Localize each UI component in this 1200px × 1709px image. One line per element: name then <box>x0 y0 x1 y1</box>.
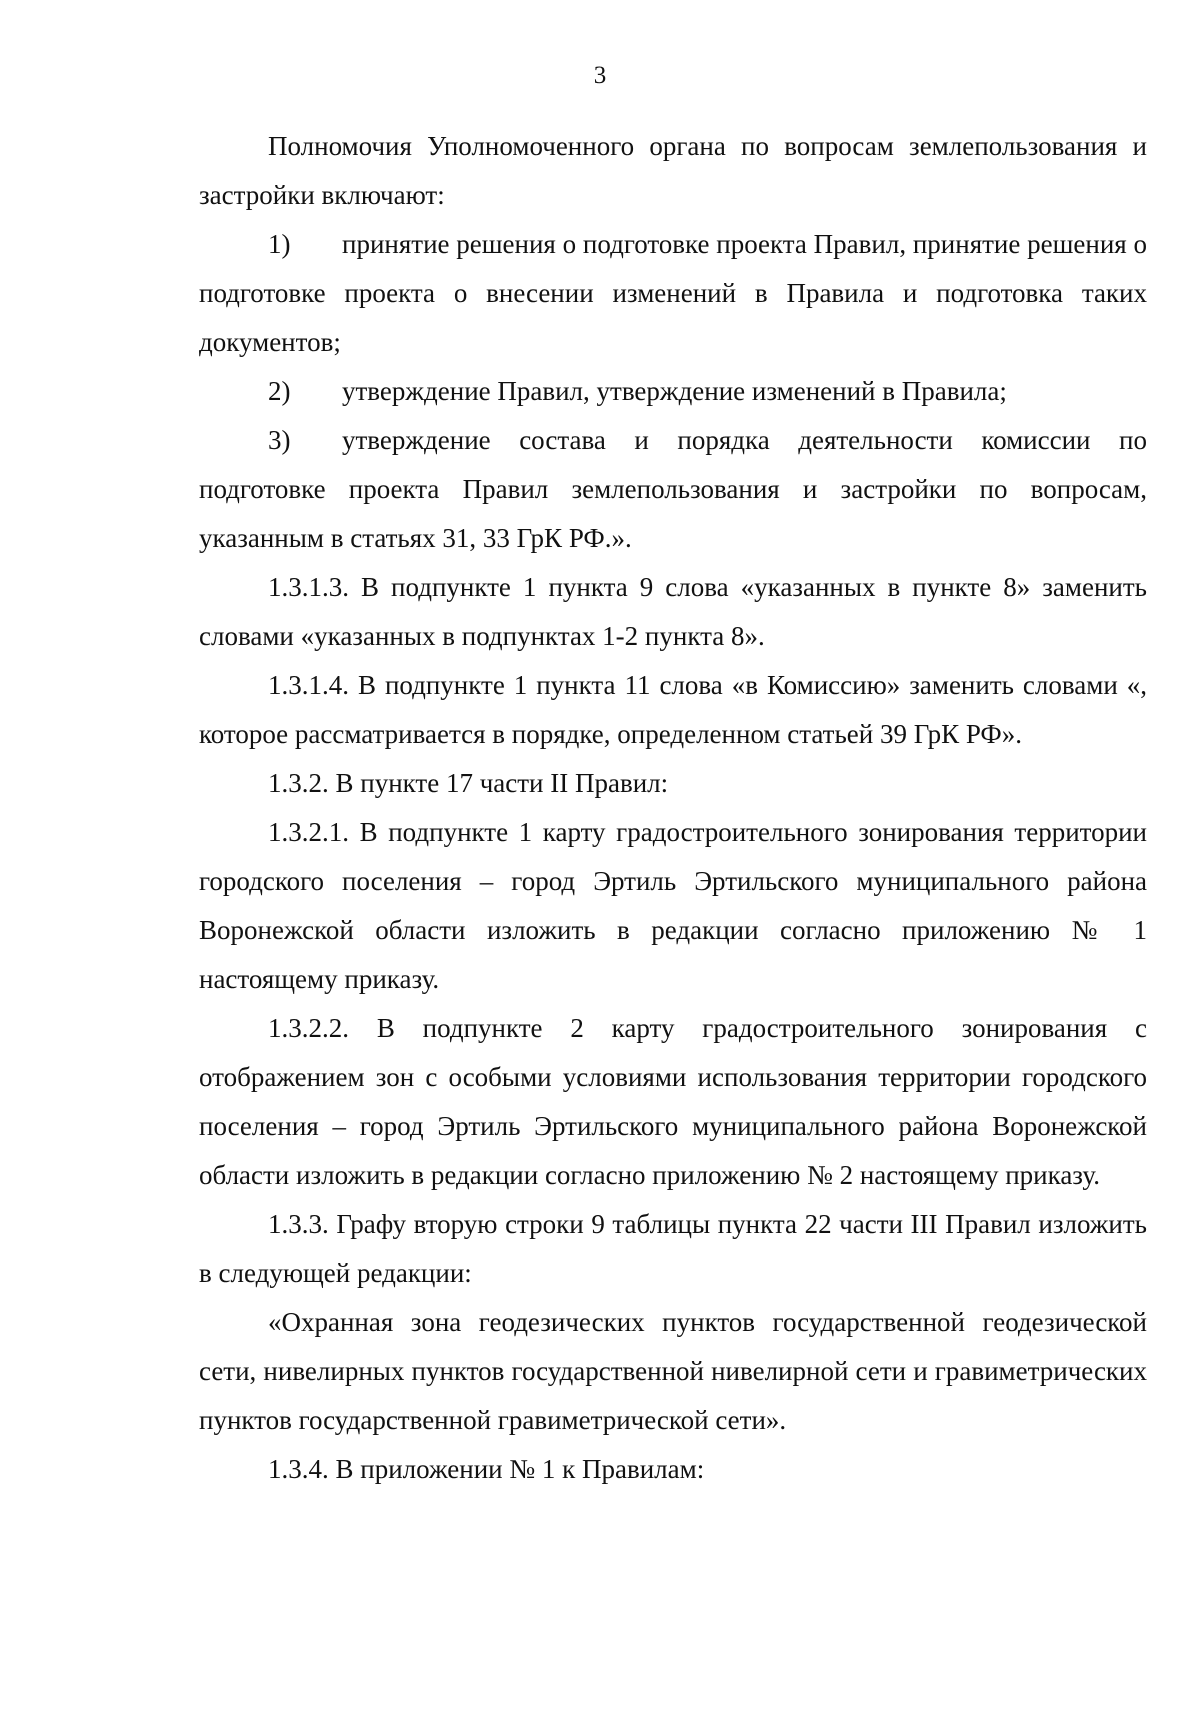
list-item <box>199 367 1147 416</box>
list-item-number: 2) <box>268 376 291 406</box>
paragraph-1-3-4: 1.3.4. В приложении № 1 к Правилам: <box>268 1454 705 1484</box>
paragraph-1-3-2-2: 1.3.2.2. В подпункте 2 карту градостроительного зонирования с отображением зон с особыми условиями использования территории городского поселения – город Эртиль Эртильского муниципального района Воронежской области изложить в редакции согласно приложению № 2 настоящему приказу. <box>199 1013 1147 1190</box>
paragraph-1-3-1-3: 1.3.1.3. В подпункте 1 пункта 9 слова «указанных в пункте 8» заменить словами «указанных в подпунктах 1-2 пункта 8». <box>199 572 1147 651</box>
page-number: 3 <box>593 62 607 89</box>
paragraph-1-3-1-4: 1.3.1.4. В подпункте 1 пункта 11 слова «в Комиссию» заменить словами «, которое рассматривается в порядке, определенном статьей 39 ГрК РФ». <box>199 670 1147 749</box>
paragraph-1-3-2: 1.3.2. В пункте 17 части II Правил: <box>268 768 669 798</box>
list-item-text: принятие решения о подготовке проекта Правил, принятие решения о подготовке проекта о внесении изменений в Правила и подготовка таких документов; <box>199 229 1147 357</box>
paragraph-quote: «Охранная зона геодезических пунктов государственной геодезической сети, нивелирных пунктов государственной нивелирной сети и гравиметрических пунктов государственной гравиметрической сети». <box>199 1307 1147 1435</box>
paragraph-1-3-2-1: 1.3.2.1. В подпункте 1 карту градостроительного зонирования территории городского поселения – город Эртиль Эртильского муниципального района Воронежской области изложить в редакции согласно приложению № 1 настоящему приказу. <box>199 817 1147 994</box>
paragraph-intro: Полномочия Уполномоченного органа по вопросам землепользования и застройки включают: <box>199 131 1147 210</box>
list-item-number: 3) <box>268 425 291 455</box>
paragraph-1-3-3: 1.3.3. Графу вторую строки 9 таблицы пункта 22 части III Правил изложить в следующей редакции: <box>199 1209 1147 1288</box>
list-item <box>199 416 1147 563</box>
document-body <box>199 122 1147 1494</box>
list-item <box>199 220 1147 367</box>
list-item-text: утверждение Правил, утверждение изменений в Правила; <box>342 376 1007 406</box>
list-item-text: утверждение состава и порядка деятельности комиссии по подготовке проекта Правил землепользования и застройки по вопросам, указанным в статьях 31, 33 ГрК РФ.». <box>199 425 1147 553</box>
list-item-number: 1) <box>268 229 291 259</box>
